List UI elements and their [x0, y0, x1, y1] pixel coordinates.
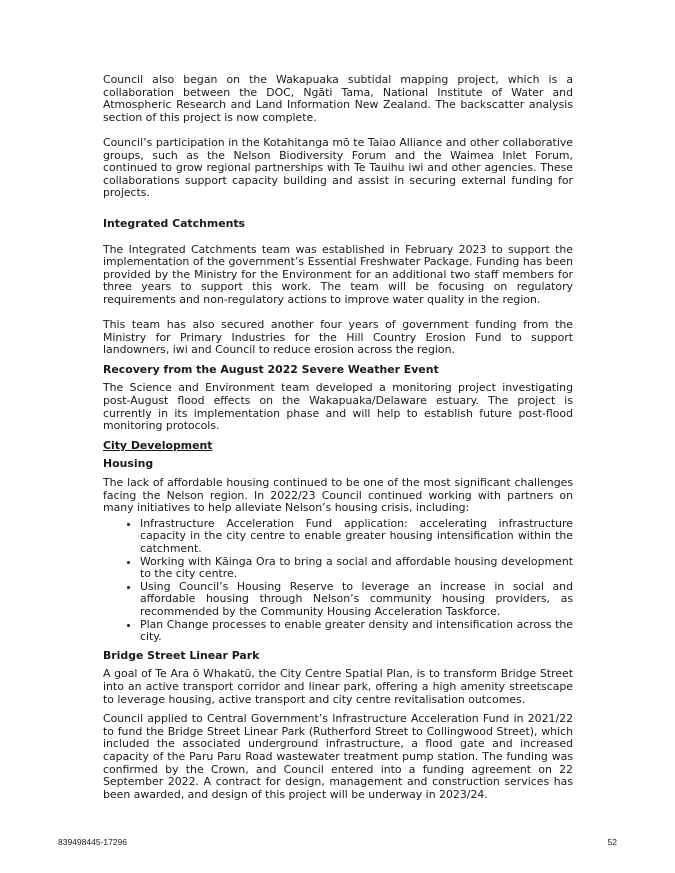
heading-recovery: Recovery from the August 2022 Severe Weather Event — [103, 362, 439, 376]
list-item: • Infrastructure Acceleration Fund application: accelerating infrastructure capacity in the city centre to enable greater housing intensification within the catchment. — [140, 518, 573, 556]
paragraph-integrated-catchments-2: This team has also secured another four years of government funding from the Ministry for Primary Industries for the Hill Country Erosion Fund to support landowners, iwi and Council to reduce erosion across the region. — [103, 318, 573, 357]
paragraph-recovery: The Science and Environment team developed a monitoring project investigating post-August flood effects on the Wakapuaka/Delaware estuary. The project is currently in its implementation phase and will help to establish future post-flood monitoring protocols. — [103, 381, 573, 433]
page-footer — [58, 836, 617, 849]
heading-city-development: City Development — [103, 438, 213, 452]
page-number: 52 — [607, 837, 617, 847]
heading-bridge-street: Bridge Street Linear Park — [103, 648, 260, 662]
paragraph-bridge-street-2: Council applied to Central Government’s Infrastructure Acceleration Fund in 2021/22 to fund the Bridge Street Linear Park (Rutherford Street to Collingwood Street), which included the associated underground infrastructure, a flood gate and increased capacity of the Paru Paru Road wastewater treatment pump station. The funding was confirmed by the Crown, and Council entered into a funding agreement on 22 September 2022. A contract for design, management and construction services has been awarded, and design of this project will be underway in 2023/24. — [103, 712, 573, 801]
list-item: • Working with Kāinga Ora to bring a social and affordable housing development to the city centre. — [140, 556, 573, 581]
list-item: • Plan Change processes to enable greater density and intensification across the city. — [140, 619, 573, 644]
heading-housing: Housing — [103, 457, 154, 471]
document-id: 839498445-17296 — [58, 837, 128, 847]
list-item: • Using Council’s Housing Reserve to leverage an increase in social and affordable housing through Nelson’s community housing providers, as recommended by the Community Housing Acceleration Taskforce. — [140, 581, 573, 619]
paragraph-integrated-catchments-1: The Integrated Catchments team was established in February 2023 to support the implementation of the government’s Essential Freshwater Package. Funding has been provided by the Ministry for the Environment for an additional two staff members for three years to support this work. The team will be focusing on regulatory requirements and non-regulatory actions to improve water quality in the region. — [103, 242, 573, 306]
heading-integrated-catchments: Integrated Catchments — [103, 216, 246, 230]
page-content — [103, 74, 573, 801]
paragraph-subtidal-mapping: Council also began on the Wakapuaka subtidal mapping project, which is a collaboration between the DOC, Ngāti Tama, National Institute of Water and Atmospheric Research and Land Information New Zealand. The backscatter analysis section of this project is now complete. — [103, 73, 573, 124]
paragraph-kotahitanga: Council’s participation in the Kotahitanga mō te Taiao Alliance and other collaborative groups, such as the Nelson Biodiversity Forum and the Waimea Inlet Forum, continued to grow regional partnerships with Te Tauihu iwi and other agencies. These collaborations support capacity building and assist in securing external funding for projects. — [103, 135, 573, 200]
housing-initiatives-list — [103, 518, 573, 644]
paragraph-bridge-street-1: A goal of Te Ara ō Whakatū, the City Centre Spatial Plan, is to transform Bridge Street into an active transport corridor and linear park, offering a high amenity streetscape to leverage housing, active transport and city centre revitalisation outcomes. — [103, 667, 573, 706]
paragraph-housing-intro: The lack of affordable housing continued to be one of the most significant challenges facing the Nelson region. In 2022/23 Council continued working with partners on many initiatives to help alleviate Nelson’s housing crisis, including: — [103, 476, 573, 515]
